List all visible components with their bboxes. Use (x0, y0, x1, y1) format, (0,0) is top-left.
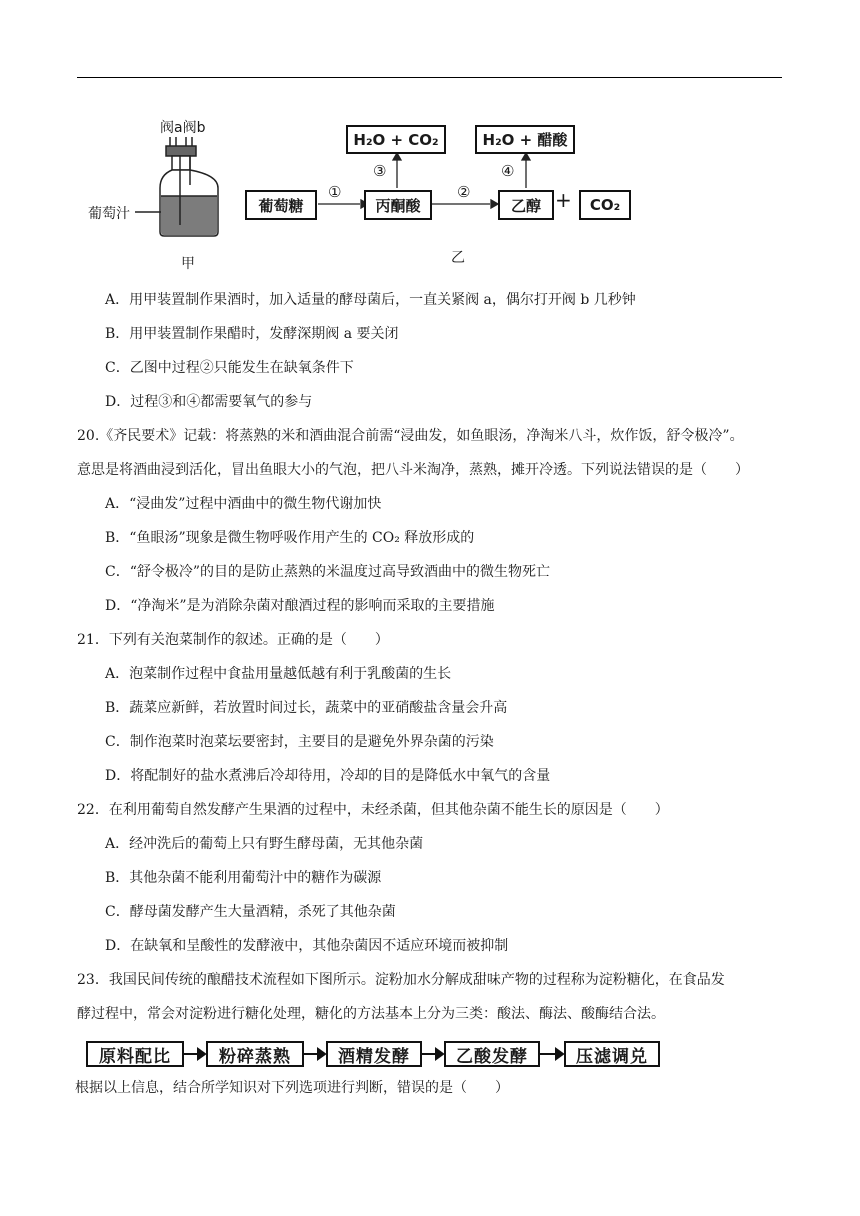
flow-step-2: 粉碎蒸熟 (206, 1041, 304, 1067)
q23-stem-line1: 23．我国民间传统的酿醋技术流程如下图所示。淀粉加水分解成甜味产物的过程称为淀粉糖化，在食品发 (77, 972, 725, 988)
q21-option-d: D．将配制好的盐水煮沸后冷却待用，冷却的目的是降低水中氧气的含量 (105, 768, 551, 784)
h2o-co2-box: H₂O + CO₂ (346, 125, 446, 154)
valve-label: 阀a阀b (160, 120, 206, 136)
glucose-box: 葡萄糖 (245, 190, 317, 220)
q19-option-d: D．过程③和④都需要氧气的参与 (105, 394, 313, 410)
step-1-label: ① (328, 183, 342, 201)
q19-option-b: B．用甲装置制作果醋时，发酵深期阀 a 要关闭 (105, 326, 399, 342)
q23-stem-line2: 酵过程中，常会对淀粉进行糖化处理，糖化的方法基本上分为三类：酸法、酶法、酸酶结合法。 (77, 1006, 665, 1022)
grape-juice-label: 葡萄汁 (88, 206, 130, 222)
flow-step-3: 酒精发酵 (326, 1041, 422, 1067)
ethanol-box: 乙醇 (498, 190, 554, 220)
q19-option-c: C．乙图中过程②只能发生在缺氧条件下 (105, 360, 354, 376)
step-3-label: ③ (373, 162, 387, 180)
q21-stem: 21．下列有关泡菜制作的叙述。正确的是（ ） (77, 632, 389, 648)
plus-sign: + (555, 188, 572, 212)
q22-option-d: D．在缺氧和呈酸性的发酵液中，其他杂菌因不适应环境而被抑制 (105, 938, 509, 954)
q22-option-a: A．经冲洗后的葡萄上只有野生酵母菌，无其他杂菌 (105, 836, 424, 852)
q20-option-b: B．“鱼眼汤”现象是微生物呼吸作用产生的 CO₂ 释放形成的 (105, 530, 475, 546)
flow-step-1: 原料配比 (86, 1041, 184, 1067)
q22-option-c: C．酵母菌发酵产生大量酒精，杀死了其他杂菌 (105, 904, 396, 920)
co2-box: CO₂ (579, 190, 631, 220)
step-4-label: ④ (501, 162, 515, 180)
q20-option-c: C．“舒令极冷”的目的是防止蒸熟的米温度过高导致酒曲中的微生物死亡 (105, 564, 551, 580)
q19-option-a: A．用甲装置制作果酒时，加入适量的酵母菌后，一直关紧阀 a，偶尔打开阀 b 几秒钟 (105, 292, 636, 308)
pyruvate-box: 丙酮酸 (364, 190, 432, 220)
figure-yi-caption: 乙 (451, 250, 465, 266)
q21-option-b: B．蔬菜应新鲜，若放置时间过长，蔬菜中的亚硝酸盐含量会升高 (105, 700, 508, 716)
flow-step-5: 压滤调兑 (564, 1041, 660, 1067)
q20-stem-line2: 意思是将酒曲浸到活化，冒出鱼眼大小的气泡，把八斗米淘净，蒸熟，摊开冷透。下列说法错误的是（ ） (77, 462, 749, 478)
step-2-label: ② (457, 183, 471, 201)
q20-option-d: D．“净淘米”是为消除杂菌对酿酒过程的影响而采取的主要措施 (105, 598, 495, 614)
flow-step-4: 乙酸发酵 (444, 1041, 540, 1067)
figure-jia-caption: 甲 (181, 256, 195, 272)
h2o-acetic-box: H₂O + 醋酸 (475, 125, 575, 154)
q21-option-a: A．泡菜制作过程中食盐用量越低越有利于乳酸菌的生长 (105, 666, 452, 682)
q20-stem-line1: 20.《齐民要术》记载：将蒸熟的米和酒曲混合前需“浸曲发，如鱼眼汤，净淘米八斗，炊作饭，舒令极冷”。 (77, 428, 744, 444)
q21-option-c: C．制作泡菜时泡菜坛要密封，主要目的是避免外界杂菌的污染 (105, 734, 494, 750)
q22-option-b: B．其他杂菌不能利用葡萄汁中的糖作为碳源 (105, 870, 382, 886)
q20-option-a: A．“浸曲发”过程中酒曲中的微生物代谢加快 (105, 496, 382, 512)
q22-stem: 22．在利用葡萄自然发酵产生果酒的过程中，未经杀菌，但其他杂菌不能生长的原因是（ ） (77, 802, 669, 818)
q23-after-text: 根据以上信息，结合所学知识对下列选项进行判断，错误的是（ ） (75, 1080, 509, 1096)
